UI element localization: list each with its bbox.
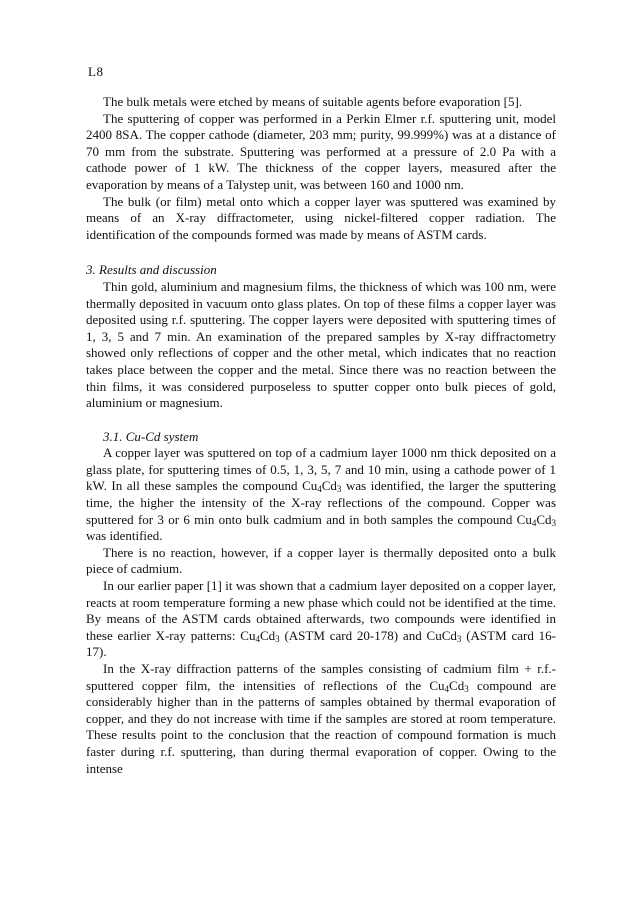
subsection-heading-cu-cd: 3.1. Cu-Cd system [103,428,199,444]
text-segment: In the X-ray diffraction patterns of the samples consisting of cadmium film + r.f.-sputtered copper film, the intensities of reflections of the [86,661,556,693]
paragraph-sputtering-setup: The sputtering of copper was performed in a Perkin Elmer r.f. sputtering unit, model 2400 8SA. The copper cathode (diameter, 203 mm; purity, 99.999%) was at a distance of 70 mm from the substrate. Sputtering was performed at a pressure of 2.0 Pa with a cathode power of 1 kW. The thickness of the copper layers, measured after the evaporation by means of a Talystep unit, was between 160 and 1000 nm. [86,110,556,192]
text-segment: (ASTM card 20-178) and [279,627,427,643]
paragraph-xray-examination: The bulk (or film) metal onto which a copper layer was sputtered was examined by means of an X-ray diffractometer, using nickel-filtered copper radiation. The identification of the compounds formed was made by means of ASTM cards. [86,193,556,242]
paragraph-no-reaction: There is no reaction, however, if a copper layer is thermally deposited onto a bulk piece of cadmium. [86,544,556,577]
paragraph-cu-cd-sputtering [86,445,556,545]
chemical-formula-cu4cd3: $Cu_4Cd_3$ [516,511,556,528]
chemical-formula-cu4cd3: $Cu_4Cd_3$ [429,677,469,694]
text-segment: (ASTM card 16-17). [86,627,557,660]
paragraph-thin-films: Thin gold, aluminium and magnesium films, the thickness of which was 100 nm, were thermally deposited in vacuum onto glass plates. On top of these films a copper layer was deposited using r.f. sputtering. The copper layers were deposited with sputtering times of 1, 3, 5 and 7 min. An examination of the prepared samples by X-ray diffractometry showed only reflections of copper and the other metal, which indicates that no reaction takes place between the copper and the metal. Since there was no reaction between the thin films, it was considered purposeless to sputter copper onto bulk pieces of gold, aluminium or magnesium. [86,278,556,411]
chemical-formula-cu4cd3: $Cu_4Cd_3$ [302,478,342,495]
paragraph-etching: The bulk metals were etched by means of suitable agents before evaporation [5]. [103,94,523,109]
page-number: L8 [88,64,104,79]
paragraph-earlier-paper [86,578,556,661]
article-body [86,94,556,777]
text-segment: was identified. [86,528,163,544]
text-segment: was identified, the larger the sputtering time, the higher the intensity of the X-ray reflections of the compound. Copper was sputtered for 3 or 6 min onto bulk cadmium and in both samples the compound [86,478,556,527]
chemical-formula-cucd3: CuCd$_3$ [426,627,462,644]
text-segment: A copper layer was sputtered on top of a cadmium layer 1000 nm thick deposited on a glass plate, for sputtering times of 0.5, 1, 3, 5, 7 and 10 min, using a cathode power of 1 kW. In all these samples the compound [86,445,556,494]
paragraph-xray-intensities [86,661,556,777]
chemical-formula-cu4cd3: $Cu_4Cd_3$ [240,627,280,644]
text-segment: In our earlier paper [1] it was shown that a cadmium layer deposited on a copper layer, reacts at room temperature forming a new phase which could not be identified at the time. By means of the ASTM cards obtained afterwards, two compounds were identified in these earlier X-ray patterns: [86,578,556,643]
text-segment: compound are considerably higher than in the patterns of samples obtained by thermal evaporation of copper, and they do not increase with time if the samples are stored at room temperature. These results point to the conclusion that the reaction of compound formation is much faster during r.f. sputtering, than during thermal evaporation of copper. Owing to the intense [86,677,556,776]
section-heading-results: 3. Results and discussion [86,262,217,278]
